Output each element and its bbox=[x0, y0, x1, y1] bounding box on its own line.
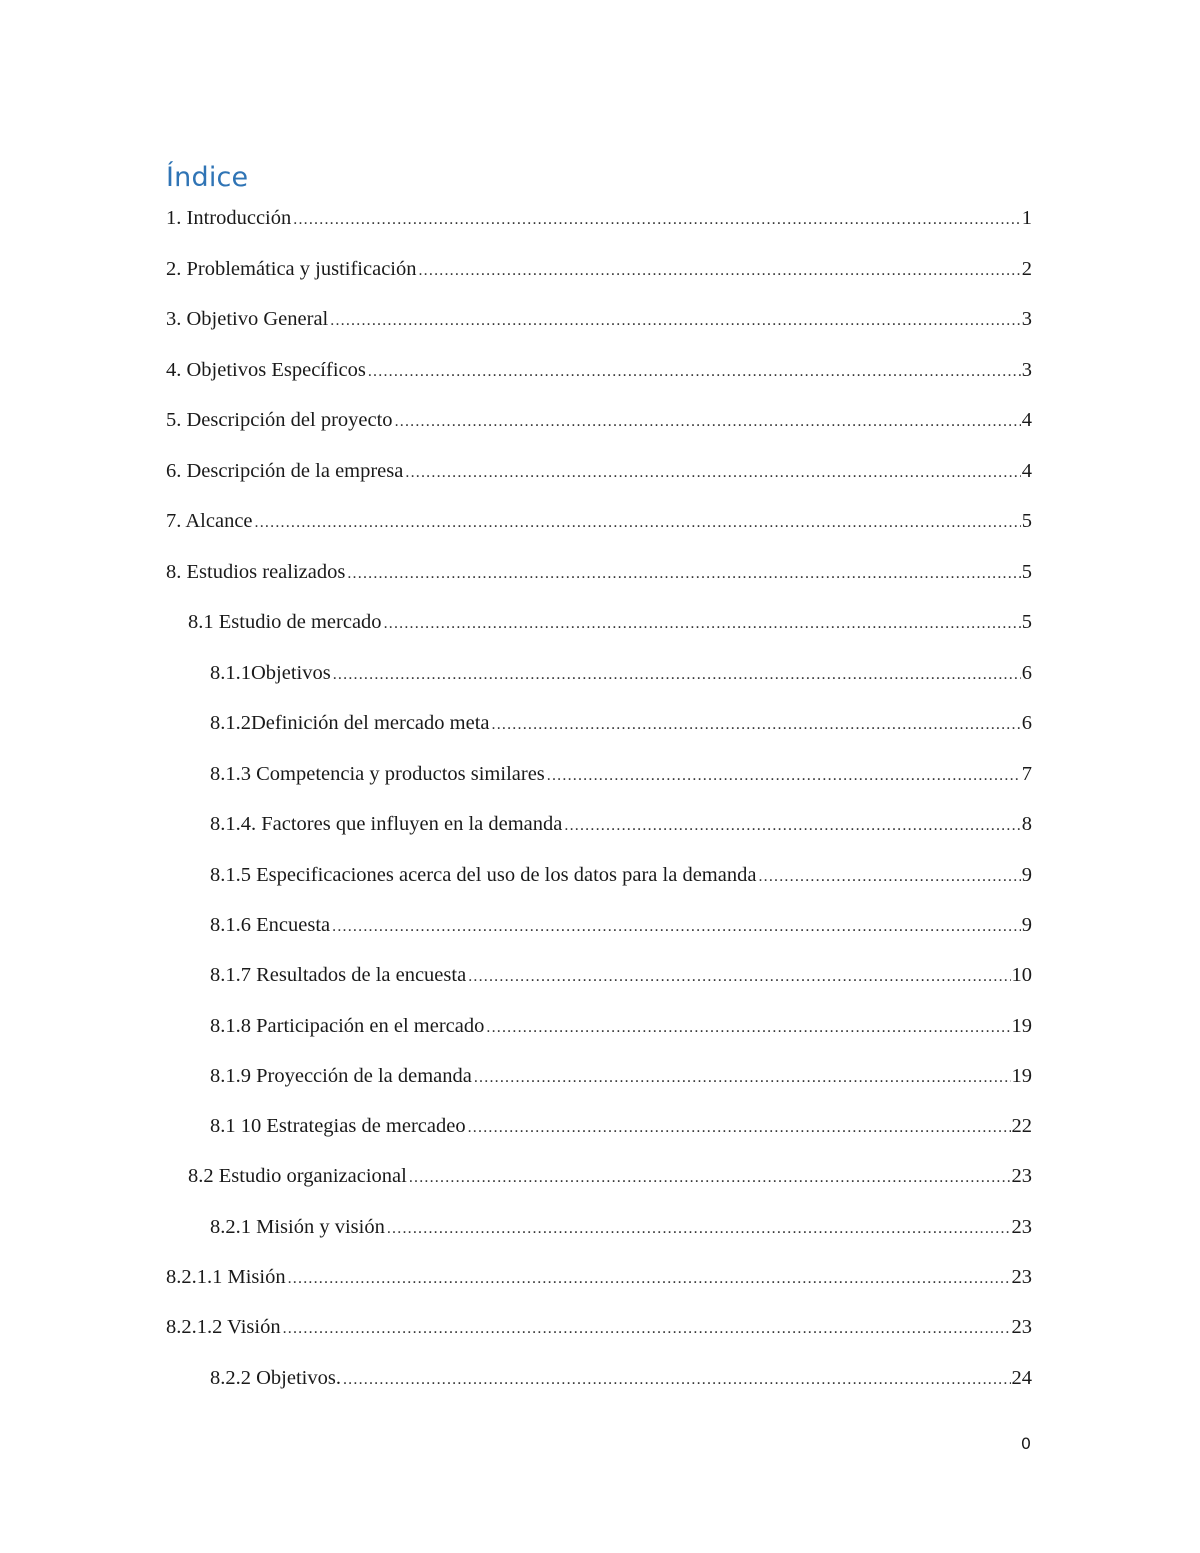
toc-dot-leader bbox=[333, 660, 1021, 690]
toc-entry-page: 22 bbox=[1011, 1115, 1032, 1137]
toc-entry-title: 1. Introducción bbox=[166, 207, 292, 229]
toc-entry[interactable] bbox=[188, 607, 1032, 637]
toc-entry-title: 8.2 Estudio organizacional bbox=[188, 1165, 407, 1187]
toc-entry-page: 23 bbox=[1011, 1216, 1032, 1238]
toc-dot-leader bbox=[330, 306, 1021, 336]
toc-dot-leader bbox=[387, 1214, 1011, 1244]
toc-entry-page: 4 bbox=[1021, 409, 1032, 431]
toc-entry-page: 3 bbox=[1021, 308, 1032, 330]
toc-entry[interactable] bbox=[166, 557, 1032, 587]
toc-entry-page: 23 bbox=[1011, 1266, 1032, 1288]
toc-entry-page: 19 bbox=[1011, 1015, 1032, 1037]
toc-entry-title: 8.1.9 Proyección de la demanda bbox=[210, 1065, 472, 1087]
toc-entry-title: 8.1 10 Estrategias de mercadeo bbox=[210, 1115, 466, 1137]
toc-dot-leader bbox=[283, 1314, 1011, 1344]
toc-dot-leader bbox=[758, 862, 1020, 892]
toc-entry[interactable] bbox=[166, 254, 1032, 284]
toc-entry-title: 8.1.2Definición del mercado meta bbox=[210, 712, 490, 734]
toc-entry[interactable] bbox=[210, 910, 1032, 940]
toc-entry[interactable] bbox=[210, 1011, 1032, 1041]
toc-dot-leader bbox=[384, 609, 1021, 639]
toc-entry[interactable] bbox=[210, 1111, 1032, 1141]
toc-entry-page: 23 bbox=[1011, 1165, 1032, 1187]
toc-entry[interactable] bbox=[210, 1061, 1032, 1091]
toc-dot-leader bbox=[395, 407, 1021, 437]
toc-entry-title: 8. Estudios realizados bbox=[166, 561, 346, 583]
toc-entry[interactable] bbox=[166, 506, 1032, 536]
toc-entry[interactable] bbox=[210, 708, 1032, 738]
toc-dot-leader bbox=[343, 1365, 1011, 1395]
toc-entry-title: 8.1.5 Especificaciones acerca del uso de los datos para la demanda bbox=[210, 864, 757, 886]
toc-dot-leader bbox=[409, 1163, 1011, 1193]
toc-dot-leader bbox=[547, 761, 1021, 791]
toc-entry-title: 6. Descripción de la empresa bbox=[166, 460, 404, 482]
toc-entry-title: 4. Objetivos Específicos bbox=[166, 359, 366, 381]
toc-entry-title: 8.2.1.1 Misión bbox=[166, 1266, 286, 1288]
toc-dot-leader bbox=[368, 357, 1021, 387]
toc-entry-page: 24 bbox=[1011, 1367, 1032, 1389]
toc-dot-leader bbox=[474, 1063, 1011, 1093]
toc-entry-title: 3. Objetivo General bbox=[166, 308, 329, 330]
toc-entry-page: 6 bbox=[1021, 662, 1032, 684]
toc-entry-title: 8.1.1Objetivos bbox=[210, 662, 331, 684]
toc-entry[interactable] bbox=[210, 809, 1032, 839]
toc-dot-leader bbox=[288, 1264, 1011, 1294]
toc-dot-leader bbox=[468, 962, 1010, 992]
toc-entry-title: 7. Alcance bbox=[166, 510, 253, 532]
toc-entry[interactable] bbox=[210, 960, 1032, 990]
toc-dot-leader bbox=[332, 912, 1021, 942]
toc-entry-page: 5 bbox=[1021, 561, 1032, 583]
toc-entry-title: 8.1.3 Competencia y productos similares bbox=[210, 763, 545, 785]
toc-entry-page: 1 bbox=[1021, 207, 1032, 229]
toc-dot-leader bbox=[486, 1013, 1010, 1043]
toc-entry-title: 8.1.8 Participación en el mercado bbox=[210, 1015, 485, 1037]
toc-entry[interactable] bbox=[210, 1363, 1032, 1393]
toc-dot-leader bbox=[418, 256, 1020, 286]
toc-entry-page: 4 bbox=[1021, 460, 1032, 482]
toc-entry[interactable] bbox=[210, 759, 1032, 789]
toc-dot-leader bbox=[405, 458, 1020, 488]
toc-entry-page: 6 bbox=[1021, 712, 1032, 734]
toc-dot-leader bbox=[293, 205, 1021, 235]
toc-title: Índice bbox=[166, 162, 249, 193]
toc-entry-page: 23 bbox=[1011, 1316, 1032, 1338]
toc-entry-title: 8.2.1.2 Visión bbox=[166, 1316, 281, 1338]
toc-entry-page: 10 bbox=[1011, 964, 1032, 986]
toc-entry-title: 2. Problemática y justificación bbox=[166, 258, 417, 280]
toc-entry-title: 8.2.1 Misión y visión bbox=[210, 1216, 385, 1238]
toc-dot-leader bbox=[564, 811, 1020, 841]
toc-dot-leader bbox=[347, 559, 1020, 589]
toc-dot-leader bbox=[255, 508, 1021, 538]
toc-entry-page: 9 bbox=[1021, 914, 1032, 936]
toc-entry[interactable] bbox=[210, 1212, 1032, 1242]
toc-entry[interactable] bbox=[166, 1262, 1032, 1292]
toc-entry-title: 8.1.7 Resultados de la encuesta bbox=[210, 964, 467, 986]
toc-entry[interactable] bbox=[166, 456, 1032, 486]
toc-entry-title: 8.1 Estudio de mercado bbox=[188, 611, 382, 633]
toc-entry[interactable] bbox=[210, 658, 1032, 688]
toc-entry-title: 5. Descripción del proyecto bbox=[166, 409, 393, 431]
toc-entry[interactable] bbox=[166, 304, 1032, 334]
toc-entry[interactable] bbox=[188, 1161, 1032, 1191]
toc-entry[interactable] bbox=[166, 355, 1032, 385]
toc-entry-page: 19 bbox=[1011, 1065, 1032, 1087]
toc-entry[interactable] bbox=[210, 860, 1032, 890]
toc-entry-title: 8.1.6 Encuesta bbox=[210, 914, 331, 936]
toc-entry-title: 8.2.2 Objetivos. bbox=[210, 1367, 341, 1389]
toc-entry-page: 3 bbox=[1021, 359, 1032, 381]
toc-entry[interactable] bbox=[166, 1312, 1032, 1342]
page-number: 0 bbox=[1020, 1434, 1031, 1453]
toc-entry-page: 5 bbox=[1021, 611, 1032, 633]
toc-entry-page: 2 bbox=[1021, 258, 1032, 280]
toc-dot-leader bbox=[468, 1113, 1011, 1143]
toc-entry[interactable] bbox=[166, 405, 1032, 435]
toc-entry-page: 9 bbox=[1021, 864, 1032, 886]
toc-entry-page: 8 bbox=[1021, 813, 1032, 835]
toc-entry-page: 5 bbox=[1021, 510, 1032, 532]
toc-entry-title: 8.1.4. Factores que influyen en la demanda bbox=[210, 813, 563, 835]
toc-entry[interactable] bbox=[166, 203, 1032, 233]
toc-dot-leader bbox=[492, 710, 1021, 740]
toc-entry-page: 7 bbox=[1021, 763, 1032, 785]
